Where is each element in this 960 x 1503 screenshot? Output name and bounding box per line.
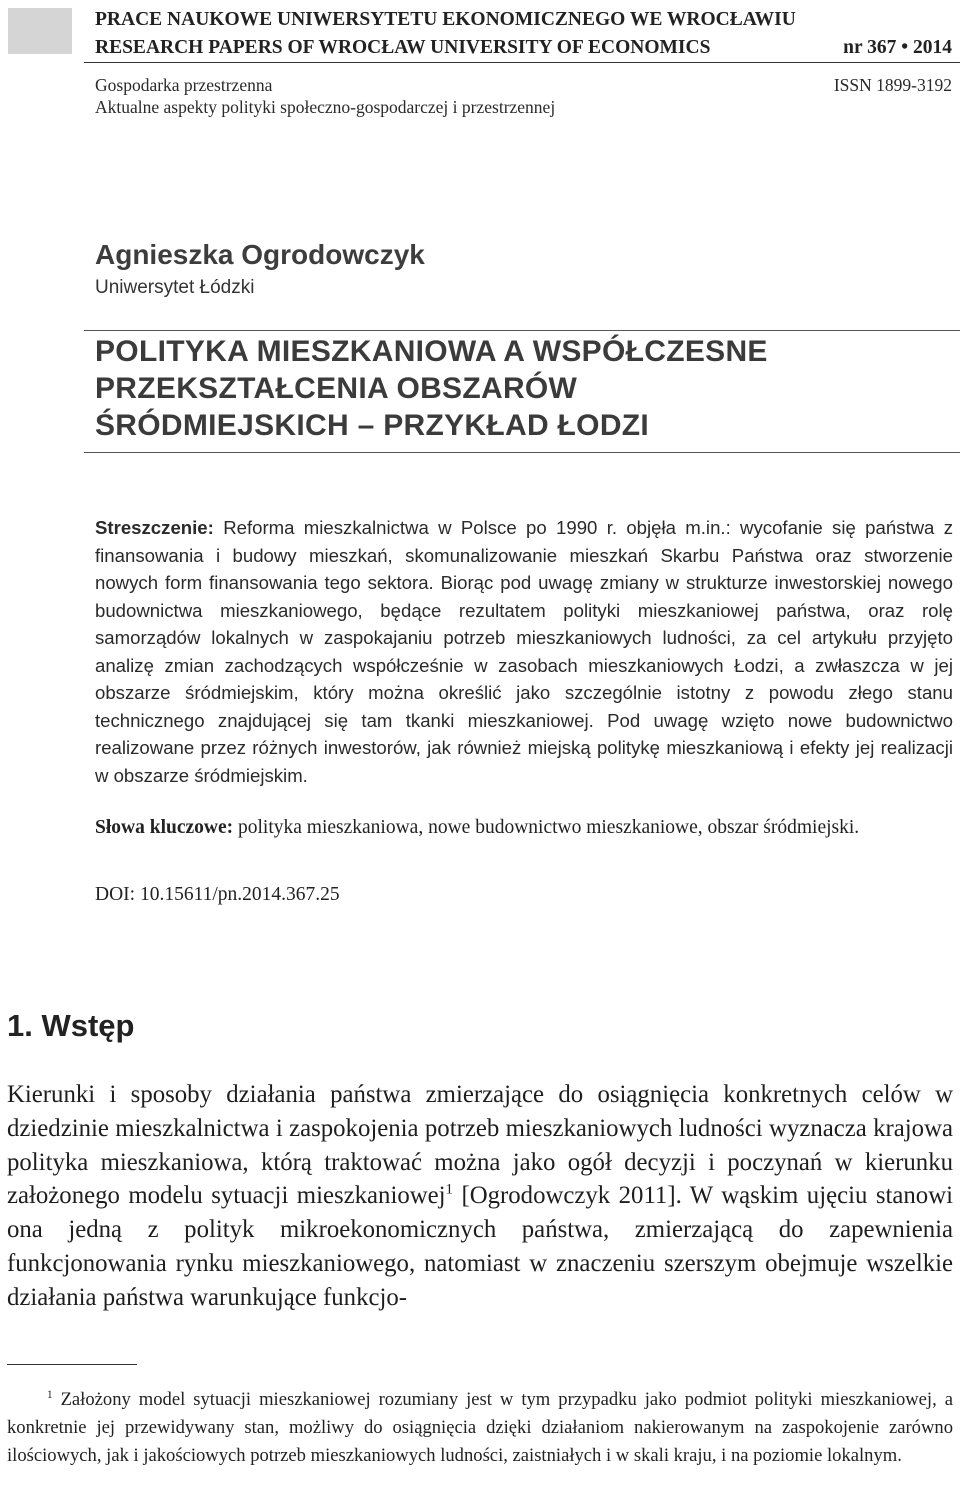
- header-gray-block: [8, 8, 72, 54]
- series-title-pl: PRACE NAUKOWE UNIWERSYTETU EKONOMICZNEGO WE WROCŁAWIU: [95, 9, 796, 30]
- article-title-line: POLITYKA MIESZKANIOWA A WSPÓŁCZESNE: [95, 335, 768, 368]
- author-name: Agnieszka Ogrodowczyk: [95, 239, 425, 270]
- article-title: [95, 333, 768, 444]
- volume-title: Aktualne aspekty polityki społeczno-gospodarczej i przestrzennej: [95, 97, 556, 117]
- article-title-line: PRZEKSZTAŁCENIA OBSZARÓW: [95, 372, 578, 405]
- title-divider-bottom: [84, 452, 960, 453]
- series-title-en: RESEARCH PAPERS OF WROCŁAW UNIVERSITY OF ECONOMICS: [95, 37, 711, 58]
- footnote-text: Założony model sytuacji mieszkaniowej rozumiany jest w tym przypadku jako podmiot polityki mieszkaniowej, a konkretnie jej przewidywany stan, możliwy do osiągnięcia dzięki działaniom nakierowanym na zaspokojenie zarówno ilościowych, jak i jakościowych potrzeb mieszkaniowych ludności, zaistniałych i w skali kraju, i na poziomie lokalnym.: [7, 1389, 953, 1466]
- body-text-part2: [Ogrodowczyk 2011]. W wąskim ujęciu stanowi ona jedną z polityk mikroekonomicznych państwa, zmierzającą do zapewnienia funkcjonowania rynku mieszkaniowego, natomiast w znaczeniu szerszym obejmuje wszelkie działania państwa warunkujące funkcjo-: [7, 1182, 954, 1311]
- footnote-reference[interactable]: 1: [445, 1182, 453, 1199]
- body-paragraph: [7, 1078, 953, 1315]
- abstract: [95, 514, 953, 789]
- body-text-part1: Kierunki i sposoby działania państwa zmierzające do osiągnięcia konkretnych celów w dziedzinie mieszkalnictwa i zaspokojenia potrzeb mieszkaniowych ludności wyznacza krajowa polityka mieszkaniowa, którą traktować można jako ogół decyzji i poczynań w kierunku założonego modelu sytuacji mieszkaniowej: [7, 1081, 953, 1210]
- article-title-line: ŚRÓDMIEJSKICH – PRZYKŁAD ŁODZI: [95, 409, 650, 442]
- keywords: [95, 814, 953, 843]
- keywords-label: Słowa kluczowe:: [95, 817, 234, 838]
- issue-number: nr 367 • 2014: [843, 37, 952, 58]
- abstract-text: Reforma mieszkalnictwa w Polsce po 1990 r. objęła m.in.: wycofanie się państwa z finansowania i budowy mieszkań, skomunalizowanie mieszkań Skarbu Państwa oraz stworzenie nowych form finansowania tego sektora. Biorąc pod uwagę zmiany w strukturze inwestorskiej nowego budownictwa mieszkaniowego, będące rezultatem polityki mieszkaniowej państwa, oraz rolę samorządów lokalnych w zaspokajaniu potrzeb mieszkaniowych ludności, za cel artykułu przyjęto analizę zmian zachodzących współcześnie w zasobach mieszkaniowych Łodzi, a zwłaszcza w jej obszarze śródmiejskim, który można określić jako szczególnie istotny z powodu złego stanu technicznego znajdującej się tam tkanki mieszkaniowej. Pod uwagę wzięto nowe budownictwo realizowane przez różnych inwestorów, jak również miejską politykę mieszkaniową i efekty jej realizacji w obszarze śródmiejskim.: [95, 517, 954, 786]
- abstract-label: Streszczenie:: [95, 517, 214, 538]
- doi: DOI: 10.15611/pn.2014.367.25: [95, 884, 340, 905]
- section-heading: 1. Wstęp: [7, 1008, 135, 1043]
- title-divider-top: [84, 330, 960, 331]
- keywords-text: polityka mieszkaniowa, nowe budownictwo mieszkaniowe, obszar śródmiejski.: [238, 817, 860, 838]
- footnote-divider: [7, 1364, 137, 1365]
- header-divider: [84, 62, 960, 63]
- author-affiliation: Uniwersytet Łódzki: [95, 277, 255, 298]
- footnote: [7, 1386, 953, 1470]
- journal-name: Gospodarka przestrzenna: [95, 75, 273, 95]
- footnote-number: 1: [47, 1388, 53, 1401]
- issn: ISSN 1899-3192: [833, 75, 952, 95]
